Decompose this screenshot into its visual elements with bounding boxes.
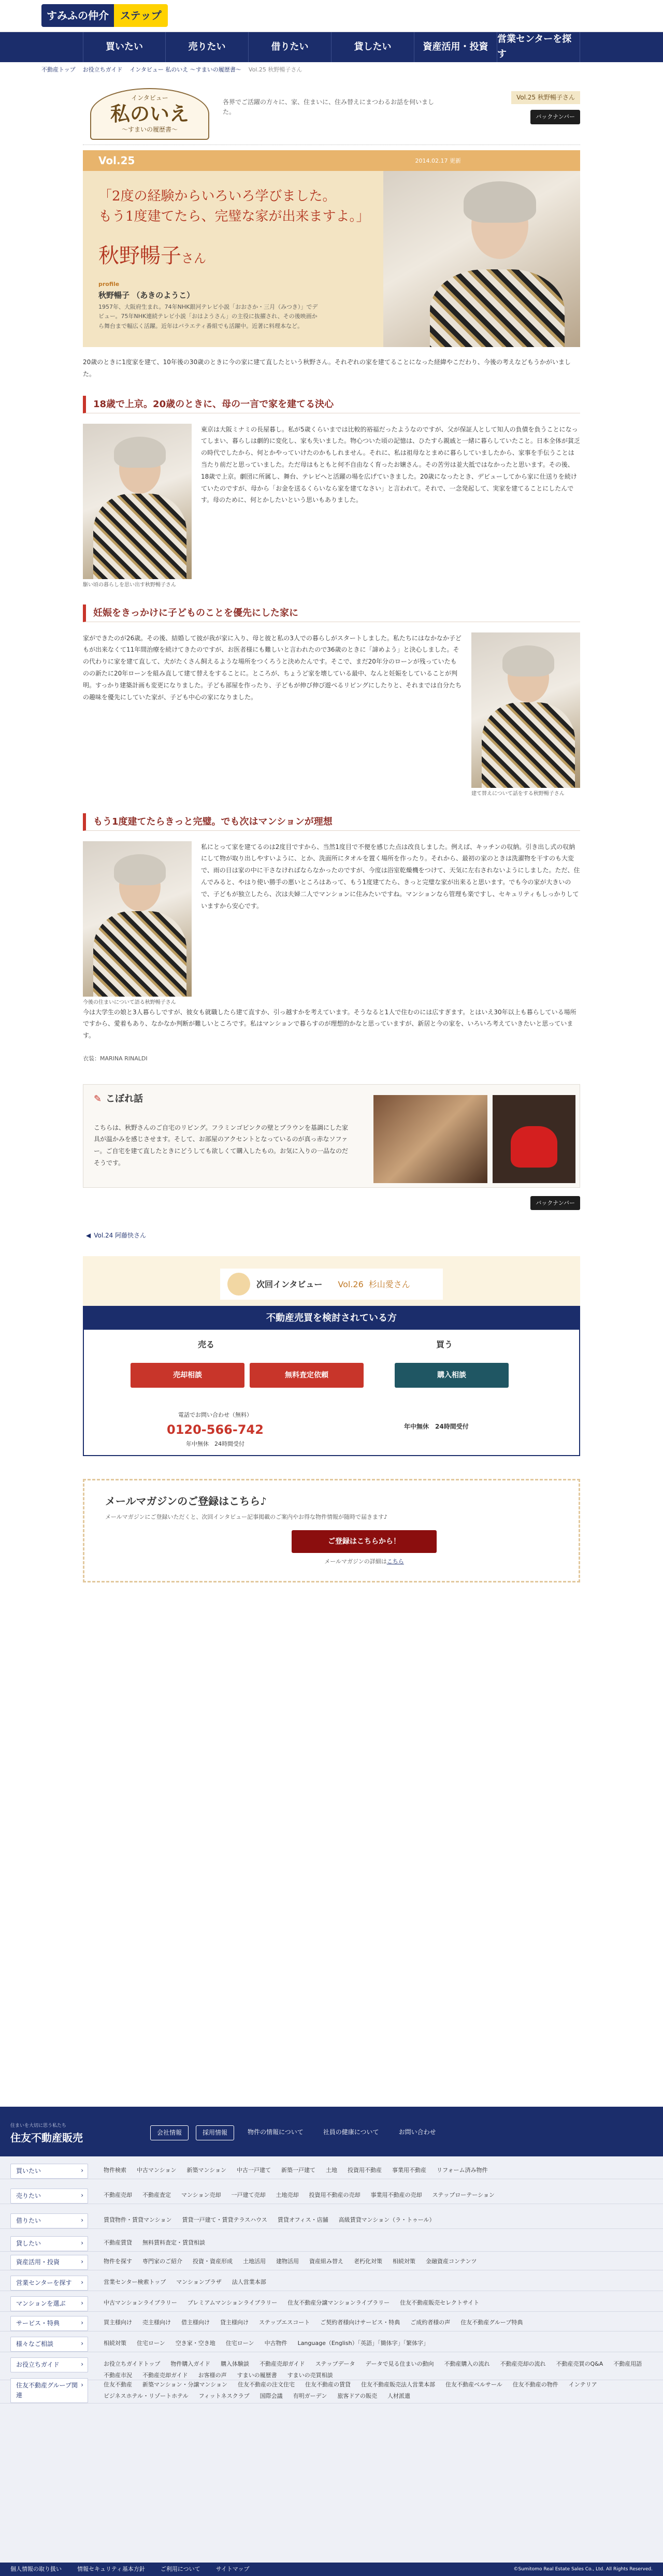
footer-link[interactable]: 貸主様向け <box>220 2319 249 2326</box>
section-text-2: 家ができたのが26歳。その後、結婚して彼が我が家に入り、母と彼と私の3人での暮らしがスタートしました。私たちにはなかなか子どもが出来なくて11年間治療を続けてきたのですが、お医者様にも難しいと言われたので36歳のときに「諦めよう」と決心しました。その代わりに家を建て直して、犬がたくさん飼えるような場所をつくろうと決めたんです。そこで、まだ20年分のローンが残っていたものの新たに20年ローンを組み直して建て替えをすることに。ところが、ちょうど家を壊している最中、なんと妊娠をしていることが判明。すっかり建築計画も変更になりました。子ども部屋を作ったり、子どもが伸び伸び遊べるリビングにしたりと、それまでは自分たちの趣味を優先にしていた家が、子ども中心の家になりました。 <box>83 634 462 701</box>
footer-row <box>0 2378 663 2404</box>
footer-link[interactable]: 中古一戸建て <box>237 2167 271 2174</box>
mailmag-register-button[interactable]: ご登録はこちらから！ <box>292 1530 437 1553</box>
mailmag-heading: メールマガジンのご登録はこちら♪ <box>105 1495 267 1508</box>
footer-link[interactable]: 物件購入ガイド <box>170 2361 211 2367</box>
mailmag-detail-text: メールマガジンの詳細は <box>324 1558 387 1565</box>
footer-link-list <box>104 2189 663 2200</box>
footer-row <box>0 2337 663 2352</box>
footer-link[interactable]: 賃貸物件・賃貸マンション <box>104 2217 172 2223</box>
footer-link[interactable]: プレミアムマンションライブラリー <box>187 2299 278 2306</box>
crumb-item[interactable]: 不動産トップ <box>41 66 76 74</box>
living-photo <box>373 1095 487 1183</box>
footer-link[interactable]: ステップローテーション <box>432 2192 495 2198</box>
sell-col-title <box>198 1338 214 1351</box>
site-logo[interactable] <box>41 5 168 26</box>
footer-link[interactable]: ビジネスホテル・リゾートホテル <box>104 2392 189 2399</box>
footer-link[interactable]: 相続対策 <box>104 2340 126 2347</box>
footer-link[interactable]: すまいの売買相談 <box>287 2371 333 2379</box>
footer-link[interactable]: 住宅ローン <box>137 2340 165 2347</box>
profile-name: 秋野暢子 （あきのようこ） <box>98 290 195 300</box>
footer-link[interactable]: 住友不動産 <box>104 2381 132 2388</box>
footer-category-button[interactable]: 営業センターを探す › <box>10 2276 88 2291</box>
footer-link[interactable]: 不動産売却 <box>104 2192 132 2198</box>
section-heading-3: もう1度建てたらきっと完璧。でも次はマンションが理想 <box>83 813 580 831</box>
footer-link-list <box>104 2296 663 2308</box>
quote-line-2: もう1度建てたら、完璧な家が出来ますよ。」 <box>98 209 370 224</box>
footer-link[interactable]: 物件検索 <box>104 2167 126 2174</box>
section-text-1: 東京は大阪ミナミの長屋暮し。私が5歳くらいまでは比較的裕福だったようなのですが、父が保証人として知人の負債を負うことになってしまい、暮らしは劇的に変化し、家も失いました。物心ついた頃の記憶は、ひたすら親戚と一緒に暮らしていたこと。日本全体が貧乏の時代でしたから、何とかやっていけたのかもしれません。それに、私は祖母なとまめに暮らしていましたから、家事を手伝うことは当たり前だと思っていました。ただ母はもともと何不自由なく育ったお嬢さん。その苦労は並大抵ではなかったと思います。その後、18歳で上京。劇団に所属し、舞台、テレビへと活躍の場を広げていきました。20歳になったとき、デビューしてから家に仕送りを続けていたのですが、母から「お金を送るくらいなら家を建てなさい」と言われて。それで、一念発起して、実家を建てることにしたんです。母のために、何とかしたいという思いもありました。 <box>201 425 581 504</box>
site-footer <box>0 2107 663 2576</box>
section-body-2 <box>83 632 580 798</box>
tel-block <box>167 1411 264 1449</box>
footer-bottom <box>0 2563 663 2576</box>
hero-date: 2014.02.17 更新 <box>415 157 461 164</box>
footer-property-info-link[interactable]: 物件の情報について <box>248 2128 304 2136</box>
cta-heading: 不動産売買を検討されている方 <box>84 1307 579 1330</box>
footer-logo-text: 住友不動産販売 <box>10 2132 83 2145</box>
nav-sell[interactable]: 売りたい <box>166 32 249 62</box>
terms-link[interactable]: ご利用について <box>160 2566 200 2573</box>
hero-name <box>98 239 206 272</box>
footer-link[interactable]: 土地 <box>326 2167 338 2174</box>
section-text-3: 私にとって家を建てるのは2度目ですから、当然1度目で不便を感じた点は改良しました。例えば、キッチンの収納。引き出し式の収納にして物が取り出しやすいように、とか、洗面所にタオルを置く場所を作ったり。それから、最初の家のときは洗濯物を干すのも大変で、雨の日は家の中に干さなければならなかったのですが、今度は浴室乾燥機をつけて、天気に左右されないようにしました。ただ、住んでみると、やはり使い勝手の悪いところはあって、もう1度建てたら、きっと完璧な家が出来ると思います。でも今の家が大きいので、子どもが独立したら、次は夫婦二人でマンションに住みたいですね。マンションなら管理も楽ですし、セキュリティもしっかりしていますから安心です。 <box>201 843 580 910</box>
footer-row <box>0 2255 663 2270</box>
footer-row <box>0 2213 663 2229</box>
footer-link[interactable]: 投資・資産形成 <box>193 2258 233 2265</box>
footer-link[interactable]: Language（English）「英語」「簡体字」「繁体字」 <box>297 2340 429 2347</box>
kobore-heading: こぼれ話 <box>106 1093 143 1104</box>
footer-link[interactable]: ステップデータ <box>315 2361 355 2367</box>
footer-link[interactable]: 老朽化対策 <box>354 2258 382 2265</box>
costume-credit: 衣装：MARINA RINALDI <box>83 1055 148 1062</box>
next-icon <box>227 1273 250 1296</box>
lead-text: 20歳のときに1度家を建て、10年後の30歳のときに今の家に建て直したという秋野さん。それぞれの家を建てることになった経緯やこだわり、今後の考えなどもうかがいました。 <box>83 358 571 378</box>
caption-2: 建て替えについて話をする秋野暢子さん <box>471 790 565 797</box>
footer-link[interactable]: 不動産売却ガイド <box>142 2371 188 2379</box>
nav-buy[interactable]: 買いたい <box>83 32 166 62</box>
footer-link[interactable]: 住友不動産グループ特典 <box>460 2319 523 2326</box>
interview-title <box>83 83 580 145</box>
footer-row <box>0 2236 663 2252</box>
logo-main: すみふの仲介 <box>41 4 114 27</box>
footer-link-list <box>104 2276 663 2287</box>
footer-row <box>0 2316 663 2332</box>
footer-link[interactable]: 人材派遣 <box>387 2392 411 2399</box>
section-body-3 <box>83 841 580 1042</box>
footer-link[interactable]: 法人営業本部 <box>232 2279 266 2285</box>
footer-link[interactable]: 賃貸一戸建て・賃貸テラスハウス <box>182 2217 267 2223</box>
footer-category-button[interactable]: 売りたい › <box>10 2189 88 2204</box>
sales-cta <box>83 1306 580 1456</box>
profile-label: profile <box>98 281 120 287</box>
footer-link-list <box>104 2378 663 2400</box>
buy-consult-button[interactable]: 購入相談 <box>395 1363 509 1388</box>
name-honor: さん <box>181 251 206 266</box>
footer-link[interactable]: 土地売却 <box>276 2192 299 2198</box>
kobore-icon: ✎ <box>94 1093 102 1104</box>
footer-link[interactable]: ステップエスコート <box>259 2319 310 2326</box>
global-nav <box>0 32 663 62</box>
footer-link[interactable]: 建物活用 <box>276 2258 299 2265</box>
footer-link[interactable]: フィットネスクラブ <box>198 2392 250 2399</box>
footer-link[interactable]: 物件を探す <box>104 2258 132 2265</box>
footer-link[interactable]: 専門家のご紹介 <box>142 2258 182 2265</box>
footer-link[interactable]: 中古マンションライブラリー <box>104 2299 177 2306</box>
prev-arrow-icon: ◀ <box>86 1232 91 1240</box>
footer-link[interactable]: 国際会議 <box>260 2392 283 2399</box>
footer-link[interactable]: 買主様向け <box>104 2319 132 2326</box>
footer-link[interactable]: 住友不動産販売法人営業本部 <box>361 2381 436 2388</box>
footer-link[interactable]: 不動産購入の流れ <box>444 2361 490 2367</box>
footer-link[interactable]: 空き家・空き地 <box>175 2340 215 2347</box>
footer-link[interactable]: ご契約者様向けサービス・特典 <box>320 2319 400 2326</box>
copyright: ©Sumitomo Real Estate Sales Co., Ltd. All Rights Reserved. <box>513 2566 653 2572</box>
hero <box>83 150 580 347</box>
photo-1 <box>83 424 192 589</box>
kobore-text: こちらは、秋野さんのご自宅のリビング。フラミンゴピンクの壁とブラウンを基調にした家具が温かみを感じさせます。そして、お部屋のアクセントとなっているのが真っ赤なソファー。ご自宅を建て直したときにどうしても欲しくて購入したもの。お気に入りの一品なのだそうです。 <box>94 1124 349 1167</box>
mailmag-detail-link[interactable]: こちら <box>386 1558 404 1565</box>
footer-link[interactable]: 旅客ドアの販売 <box>337 2392 378 2399</box>
footer-link[interactable]: 住友不動産の賃貸 <box>305 2381 351 2388</box>
nav-rent[interactable]: 借りたい <box>249 32 332 62</box>
footer-link[interactable]: 投資用不動産 <box>348 2167 382 2174</box>
footer-link[interactable]: 事業用不動産の売却 <box>370 2192 422 2198</box>
profile <box>98 280 321 332</box>
quote-line-1: 「2度の経験からいろいろ学びました。 <box>98 189 336 204</box>
footer-row <box>0 2164 663 2179</box>
footer-link[interactable]: 不動産市況 <box>104 2371 132 2379</box>
section-heading-2: 妊娠をきっかけに子どものことを優先にした家に <box>83 605 580 622</box>
footer-link[interactable]: 投資用不動産の売却 <box>309 2192 361 2198</box>
footer-link[interactable]: 一戸建て売却 <box>231 2192 266 2198</box>
footer-link[interactable]: 中古マンション <box>137 2167 177 2174</box>
tel-hours-2: 年中無休 24時間受付 <box>404 1423 469 1431</box>
section-text-3-tail: 今は大学生の娘と3人暮らしですが、彼女も就職したら建て直すか、引っ越すかを考えています。そうなると1人で住むのには広すぎます。とはいえ30年以上も暮らしている場所ですから、愛着もあり、なかなか判断が難しいところです。私はマンションで暮らすのが理想的かなと思っていますが、新居と今の家を、いろいろ考えていきたいと思っています。 <box>83 1008 576 1040</box>
footer-link[interactable]: 金融資産コンテンツ <box>426 2258 477 2265</box>
privacy-link[interactable]: 個人情報の取り扱い <box>10 2566 62 2573</box>
tel-label: 電話でお問い合わせ（無料） <box>178 1412 252 1419</box>
footer-link[interactable]: お客様の声 <box>198 2371 227 2379</box>
buy-col-title <box>436 1338 453 1351</box>
kobore-box <box>83 1084 580 1188</box>
footer-link[interactable]: 土地活用 <box>243 2258 266 2265</box>
hero-photo <box>383 171 580 347</box>
logo-sub: ステップ <box>114 4 168 27</box>
free-appraisal-button[interactable]: 無料査定依頼 <box>250 1363 364 1388</box>
footer-link[interactable]: インテリア <box>568 2381 597 2388</box>
crumb-item[interactable]: お役立ちガイド <box>82 66 123 74</box>
footer-link[interactable]: 不動産査定 <box>142 2192 171 2198</box>
footer-link-list <box>104 2316 663 2327</box>
prev-text: Vol.24 阿藤快さん <box>94 1232 147 1240</box>
nav-invest[interactable]: 資産活用・投資 <box>414 32 497 62</box>
profile-text: 1957年、大阪府生まれ。74年NHK銀河テレビ小説「おおさか・三月（みつき）」でデビュー。75年NHK連続テレビ小説「おはようさん」の主役に抜擢され、その後映画から舞台まで幅広く活躍。近年はバラエティ番組でも活躍中。近著に料理本など。 <box>98 303 318 329</box>
sofa-photo <box>493 1095 575 1183</box>
next-banner[interactable] <box>220 1269 443 1300</box>
mailmag-text: メールマガジンにご登録いただくと、次回インタビュー記事掲載のご案内やお得な物件情報が随時で届きます♪ <box>105 1514 388 1521</box>
nav-branch[interactable]: 営業センターを探す <box>497 32 580 62</box>
footer-row <box>0 2296 663 2312</box>
hero-quote <box>98 186 370 227</box>
nav-lease[interactable]: 貸したい <box>332 32 414 62</box>
mailmag-box <box>83 1479 580 1582</box>
photo-3 <box>83 841 192 1006</box>
mailmag-detail <box>281 1557 447 1566</box>
logo-title: 私のいえ <box>110 102 189 126</box>
footer-link[interactable]: マンション売却 <box>181 2192 221 2198</box>
next-name: 杉山愛さん <box>368 1279 410 1289</box>
footer-link[interactable]: 不動産売却ガイド <box>260 2361 305 2367</box>
footer-link[interactable]: 住友不動産の注文住宅 <box>238 2381 295 2388</box>
interview-logo <box>90 88 209 140</box>
title-desc: 各界でご活躍の方々に、家、住まいに、住み替えにまつわるお話を伺いました。 <box>223 98 435 116</box>
footer-link[interactable]: 資産組み替え <box>309 2258 343 2265</box>
footer-top-links <box>150 2125 442 2140</box>
next-vol: Vol.26 <box>338 1279 364 1289</box>
caption-1: 駆い頃の暮らしを思い出す秋野暢子さん <box>83 582 176 588</box>
sell-consult-button[interactable]: 売却相談 <box>131 1363 244 1388</box>
footer-link[interactable]: 住友不動産の物件 <box>512 2381 558 2388</box>
footer-logo-sub: 住まいを大切に思う私たち <box>10 2123 67 2128</box>
footer-link[interactable]: 購入体験談 <box>221 2361 250 2367</box>
footer-link-list <box>104 2337 663 2348</box>
footer-link-list <box>104 2255 663 2266</box>
tel-number[interactable]: 0120-566-742 <box>167 1422 264 1437</box>
footer-link[interactable]: 不動産売買のQ&A <box>556 2361 603 2367</box>
kobore-title <box>94 1092 143 1107</box>
tel-hours: 年中無休 24時間受付 <box>185 1441 244 1448</box>
footer-link-list <box>104 2164 663 2175</box>
footer-link[interactable]: 借主様向け <box>181 2319 210 2326</box>
buy-label: 買う <box>436 1340 453 1350</box>
footer-link[interactable]: 不動産売却の流れ <box>500 2361 546 2367</box>
footer-row <box>0 2357 663 2380</box>
backnumber-button[interactable]: バックナンバー <box>530 110 580 124</box>
footer-header <box>0 2107 663 2156</box>
footer-link-list <box>104 2213 663 2225</box>
vol-tag: Vol.25 秋野暢子さん <box>511 91 580 104</box>
sitemap-link[interactable]: サイトマップ <box>215 2566 250 2573</box>
footer-link[interactable]: 不動産用語 <box>613 2361 642 2367</box>
caption-3: 今後の住まいについて語る秋野暢子さん <box>83 999 176 1005</box>
footer-link[interactable]: リフォーム済み物件 <box>437 2167 488 2174</box>
footer-link[interactable]: 住友不動産ベルサール <box>445 2381 502 2388</box>
hero-vol: Vol.25 <box>83 150 580 171</box>
footer-row <box>0 2189 663 2204</box>
footer-link[interactable]: 新築マンション・分譲マンション <box>142 2381 228 2388</box>
footer-link[interactable]: すまいの履歴書 <box>237 2371 277 2379</box>
footer-contact-link[interactable]: お問い合わせ <box>398 2128 436 2136</box>
footer-link[interactable]: お役立ちガイドトップ <box>104 2361 161 2367</box>
footer-link[interactable]: データで見る住まいの動向 <box>365 2361 434 2367</box>
footer-link[interactable]: 売主様向け <box>142 2319 171 2326</box>
footer-link[interactable]: 住友不動産販売セレクトサイト <box>400 2299 480 2306</box>
footer-link[interactable]: 新築一戸建て <box>281 2167 316 2174</box>
footer-health-link[interactable]: 社員の健康について <box>323 2128 379 2136</box>
footer-link-list <box>104 2236 663 2248</box>
footer-category-button[interactable]: マンションを選ぶ › <box>10 2296 88 2311</box>
footer-category-button[interactable]: 貸したい › <box>10 2236 88 2251</box>
main-content <box>83 83 580 1582</box>
footer-link[interactable]: 賃貸オフィス・店舗 <box>277 2217 328 2223</box>
next-interview <box>83 1256 580 1448</box>
footer-link[interactable]: 不動産賃貸 <box>104 2239 132 2246</box>
footer-link[interactable]: 新築マンション <box>186 2167 227 2174</box>
next-label: 次回インタビュー <box>256 1279 323 1289</box>
prev-interview-link[interactable] <box>83 1210 580 1241</box>
footer-link[interactable]: 中古物件 <box>264 2340 287 2347</box>
logo-top: インタビュー <box>131 94 168 102</box>
section-body-1 <box>83 424 580 589</box>
footer-link[interactable]: 住宅ローン <box>225 2340 254 2347</box>
footer-category-button[interactable]: 様々なご相談 › <box>10 2337 88 2352</box>
footer-link[interactable]: 相続対策 <box>393 2258 415 2265</box>
footer-category-button[interactable]: 借りたい › <box>10 2213 88 2228</box>
footer-category-button[interactable]: サービス・特典 › <box>10 2316 88 2331</box>
footer-logo[interactable] <box>10 2122 83 2146</box>
section-heading-1: 18歳で上京。20歳のときに、母の一言で家を建てる決心 <box>83 396 580 413</box>
footer-link[interactable]: 高級賃貸マンション（ラ・トゥール） <box>338 2217 435 2223</box>
footer-link[interactable]: 営業センター検索トップ <box>104 2279 166 2285</box>
footer-link[interactable]: 事業用不動産 <box>392 2167 427 2174</box>
footer-link[interactable]: 住友不動産分譲マンションライブラリー <box>287 2299 390 2306</box>
footer-link[interactable]: 無料賃料査定・賃貸相談 <box>142 2239 205 2246</box>
footer-link[interactable]: マンションプラザ <box>176 2279 222 2285</box>
footer-category-button[interactable]: 資産活用・投資 › <box>10 2255 88 2270</box>
breadcrumb <box>0 62 663 78</box>
crumb-item[interactable]: インタビュー 私のいえ ～すまいの履歴書～ <box>129 66 241 74</box>
footer-link[interactable]: ご成約者様の声 <box>410 2319 451 2326</box>
footer-link[interactable]: 有明ガーデン <box>293 2392 327 2399</box>
logo-bottom: ～すまいの履歴書～ <box>121 125 178 133</box>
sell-label: 売る <box>198 1340 215 1350</box>
site-header <box>0 0 663 32</box>
backnumber-button-2[interactable]: バックナンバー <box>530 1196 580 1211</box>
security-link[interactable]: 情報セキュリティ基本方針 <box>77 2566 145 2573</box>
footer-category-button[interactable]: お役立ちガイド › <box>10 2357 88 2372</box>
crumb-current: Vol.25 秋野暢子さん <box>248 66 302 74</box>
footer-link-list <box>104 2357 663 2380</box>
footer-category-button[interactable]: 買いたい › <box>10 2164 88 2179</box>
footer-company-link[interactable]: 会社情報 <box>150 2125 189 2140</box>
footer-recruit-link[interactable]: 採用情報 <box>196 2125 234 2140</box>
photo-2 <box>471 632 580 798</box>
footer-category-button[interactable]: 住友不動産グループ関連 › <box>10 2378 88 2403</box>
footer-row <box>0 2276 663 2291</box>
name-text: 秋野暢子 <box>98 244 181 268</box>
